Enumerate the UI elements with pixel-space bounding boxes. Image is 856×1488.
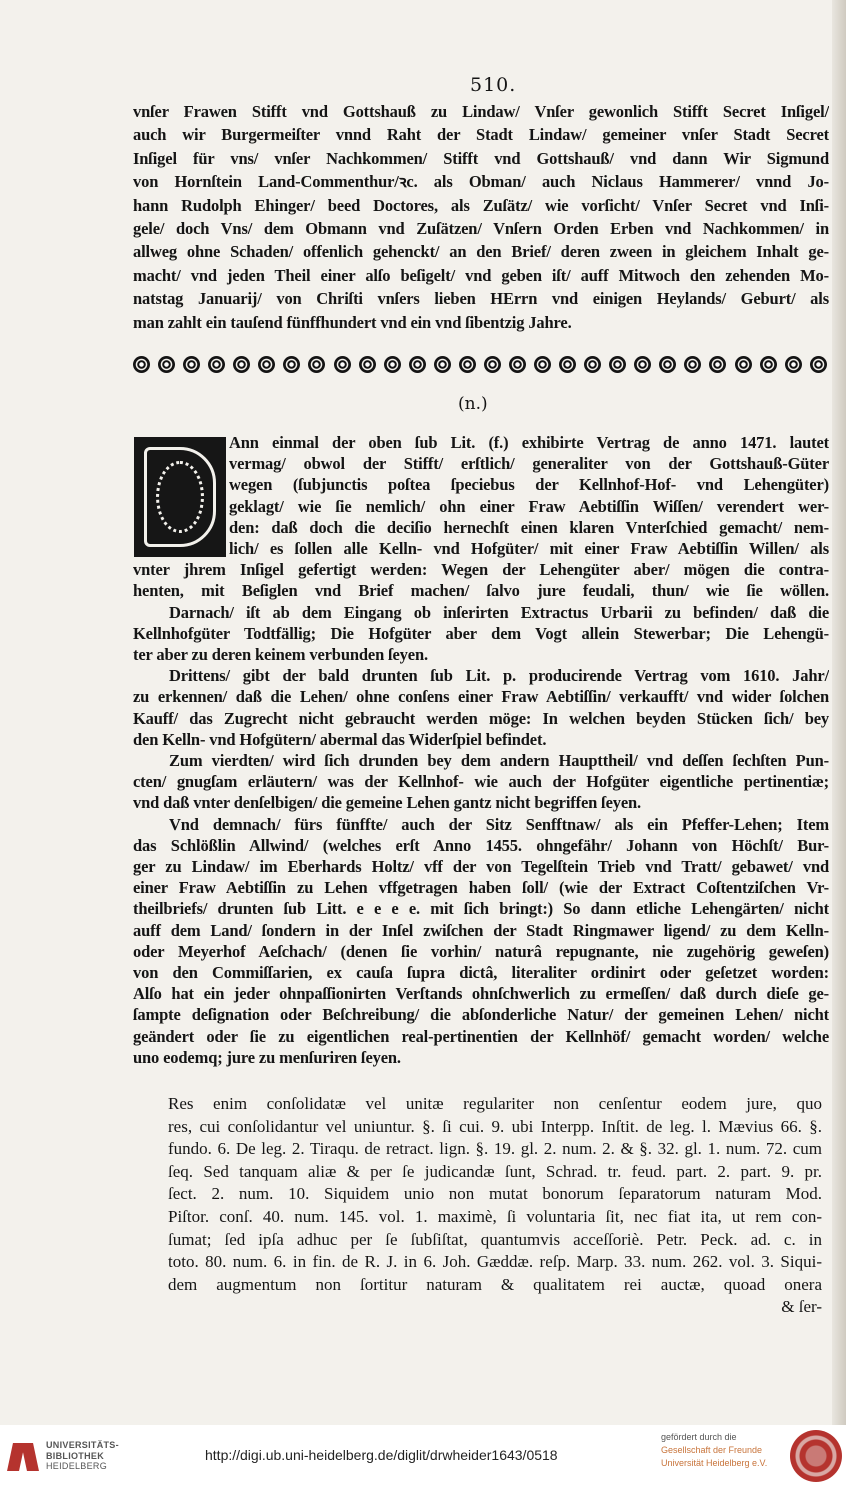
text-line: geändert oder ſie zu eigentlichen real-pertinentien der Kellnhöf/ gemacht worden/ welche: [133, 1026, 829, 1046]
text-line: gele/ doch Vns/ dem Obmann vnd Zuſätzen/ Vnſern Orden Erben vnd Nachkommen/ in: [133, 219, 829, 239]
text-line: vermag/ obwol der Stifft/ erſtlich/ generaliter von der Gottshauß-Güter: [229, 454, 829, 474]
text-line: theilbriefs/ drunten ſub Litt. e e e e. mit ſich bringt:) So dann etliche Lehengärten/ nicht: [133, 899, 829, 919]
text-line: uno eodemq; jure zu menſuriren ſeyen.: [133, 1047, 401, 1067]
section-marker: (n.): [458, 394, 488, 414]
permalink-url[interactable]: http://digi.ub.uni-heidelberg.de/diglit/drwheider1643/0518: [205, 1447, 558, 1463]
ornament-icon: [208, 356, 225, 373]
ornament-icon: [359, 356, 376, 373]
text-line: Alſo hat ein jeder ohnpaſſionirten Verſtands ohnſchwerlich zu ermeſſen/ daß durch dieſe ge-: [133, 984, 829, 1004]
ornament-icon: [334, 356, 351, 373]
ornament-icon: [709, 356, 726, 373]
ornament-icon: [434, 356, 451, 373]
text-line: Inſigel für vns/ vnſer Nachkommen/ Stifft vnd Gottshauß/ vnd dann Wir Sigmund: [133, 148, 829, 168]
ornament-icon: [384, 356, 401, 373]
text-line: ſect. 2. num. 10. Siquidem unio non mutat bonorum ſeparatorum naturam Mod.: [168, 1184, 822, 1204]
text-line: geklagt/ wie ſie nemlich/ ohn einer Fraw Aebtiſſin Wiſſen/ verendert wer-: [229, 496, 829, 516]
text-line: vnſer Frawen Stifft vnd Gottshauß zu Lindaw/ Vnſer gewonlich Stifft Secret Inſigel/: [133, 102, 829, 121]
funder-credit[interactable]: gefördert durch die Gesellschaft der Freunde Universität Heidelberg e.V.: [661, 1432, 768, 1468]
text-line: Zum vierdten/ wird ſich drunden bey dem andern Haupttheil/ vnd deſſen ſechſten Pun-: [169, 751, 829, 771]
text-line: man zahlt ein tauſend fünffhundert vnd ein vnd ſibentzig Jahre.: [133, 312, 572, 332]
ornament-icon: [484, 356, 501, 373]
text-line: wegen (ſubjunctis poſtea ſpeciebus der Kellnhof-Hof- vnd Lehengüter): [229, 475, 829, 495]
text-line: res, cui conſolidantur vel uniuntur. §. ſi cui. 9. ubi Interpp. Inſtit. de leg. l. Mævius 66. §.: [168, 1116, 822, 1136]
ornament-icon: [534, 356, 551, 373]
ornament-icon: [459, 356, 476, 373]
text-line: einer Fraw Aebtiſſin zu Lehen vffgetragen haben ſoll/ (wie der Extract Coſtentziſchen Vr-: [133, 878, 829, 898]
text-line: den: daß doch die deciſio hernechſt einen klaren Vnterſchied gemacht/ nem-: [229, 517, 829, 537]
ornament-icon: [584, 356, 601, 373]
page-edge: [832, 0, 846, 1425]
text-line: dem augmentum non ſortitur naturam & qualitatem rei auctæ, quoad onera: [168, 1274, 822, 1294]
text-line: von Hornſtein Land-Commenthur/ꝛc. als Obman/ auch Niclaus Hammerer/ vnnd Jo-: [133, 172, 829, 192]
ornament-icon: [609, 356, 626, 373]
text-line: ger zu Lindaw/ im Eberhards Holtz/ vff der von Tegelſtein Trieb vnd Tratt/ gebawet/ vnd: [133, 857, 829, 877]
text-line: henten, mit Beſiglen vnd Brief machen/ ſalvo jure feudali, thun/ wie ſie wöllen.: [133, 581, 829, 601]
page-number: 510.: [470, 74, 517, 96]
text-line: Piſtor. conſ. 40. num. 145. vol. 1. maximè, ſi voluntaria ſit, nec fiat ita, ut rem con-: [168, 1206, 822, 1226]
text-line: auch wir Burgermeiſter vnnd Raht der Stadt Lindaw/ gemeiner vnſer Stadt Secret: [133, 125, 829, 145]
text-line: lich/ es ſollen alle Kelln- vnd Hofgüter/ mit einer Fraw Aebtiſſin Willen/ als: [229, 539, 829, 559]
ornament-icon: [659, 356, 676, 373]
text-line: Res enim conſolidatæ vel unitæ regulariter non cenſentur eodem jure, quo: [168, 1094, 822, 1113]
text-line: Drittens/ gibt der bald drunten ſub Lit. p. producirende Vertrag vom 1610. Jahr/: [169, 666, 829, 686]
text-line: Kellnhofgüter Todtfällig; Die Hofgüter aber dem Vogt allein Stewerbar; Die Lehengü-: [133, 623, 829, 643]
text-line: allweg ohne Schaden/ offenlich gehenckt/ an den Brief/ deren zween in gleichem Inhalt ge-: [133, 242, 829, 262]
ornament-icon: [258, 356, 275, 373]
ornament-icon: [810, 356, 827, 373]
charter-text-block: [133, 100, 829, 334]
ornament-icon: [785, 356, 802, 373]
text-line: das Schlößlin Allwind/ (welches erſt Anno 1455. ohngefähr/ Johann von Höchſt/ Bur-: [133, 835, 829, 855]
ornament-icon: [183, 356, 200, 373]
text-line: ter aber zu deren keinem verbunden ſeyen.: [133, 645, 428, 665]
text-line: fundo. 6. De leg. 2. Tiraqu. de retract. lign. §. 19. gl. 2. num. 2. & §. 32. gl. 1. num. 72. cum: [168, 1139, 822, 1159]
ornament-icon: [735, 356, 752, 373]
text-line: toto. 80. num. 6. in fin. de R. J. in 6. Joh. Gæddæ. reſp. Marp. 33. num. 262. vol. 3. Siqui-: [168, 1252, 822, 1272]
ornament-icon: [283, 356, 300, 373]
text-line: cten/ gnugſam erläutern/ was der Kellnhof- wie auch der Hofgüter eigentliche pertinentiæ;: [133, 772, 829, 792]
ornament-icon: [559, 356, 576, 373]
ornament-icon: [634, 356, 651, 373]
text-line: auff dem Land/ ſondern in der Inſel zwiſchen der Stadt Ringmawer ligend/ zu dem Kelln-: [133, 920, 829, 940]
text-line: hann Rudolph Ehinger/ beed Doctores, als Zuſätz/ wie vorſicht/ Vnſer Secret vnd Inſi-: [133, 195, 829, 215]
text-line: macht/ vnd jeden Theil einer alſo beſigelt/ vnd geben iſt/ auff Mitwoch den zehenden Mo-: [133, 265, 829, 285]
ornament-icon: [760, 356, 777, 373]
library-wordmark[interactable]: UNIVERSITÄTS- BIBLIOTHEK HEIDELBERG: [46, 1440, 119, 1471]
ornament-icon: [509, 356, 526, 373]
ub-heidelberg-logo-icon[interactable]: [10, 1437, 38, 1475]
ornament-icon: [684, 356, 701, 373]
university-seal-icon[interactable]: [790, 1430, 842, 1482]
viewer-footer: [0, 1425, 856, 1488]
ornament-icon: [133, 356, 150, 373]
text-line: Darnach/ iſt ab dem Eingang ob inſerirten Extractus Urbarii zu befinden/ daß die: [169, 602, 829, 622]
text-line: zu erkennen/ daß die Lehen/ ohne conſens einer Fraw Aebtiſſin/ verkaufft/ vnd wider ſolchen: [133, 687, 829, 707]
text-line: natstag Januarij/ von Chriſti vnſers lieben HErrn vnd einigen Heylands/ Geburt/ als: [133, 289, 829, 309]
text-line: ſampte deſignation oder Beſchreibung/ die abſonderliche Natur/ der gemeinen Lehen/ nicht: [133, 1005, 829, 1025]
catchword: & ſer-: [781, 1297, 822, 1317]
ornament-icon: [409, 356, 426, 373]
text-line: Vnd demnach/ fürs fünffte/ auch der Sitz Senfftnaw/ als ein Pfeffer-Lehen; Item: [169, 814, 829, 834]
text-line: ſeq. Sed tanquam aliæ & per ſe judicandæ ſunt, Schrad. tr. feud. part. 2. part. 9. pr.: [168, 1161, 822, 1181]
text-line: ſumat; ſed ipſa adhuc per ſe ſubſiſtat, quantumvis acceſſoriè. Petr. Peck. ad. c. in: [168, 1229, 822, 1249]
ornamental-rule: [133, 352, 827, 376]
text-line: Kauff/ das Zugrecht nicht gebraucht werden möge: In welchen beyden Stücken ſich/ bey: [133, 708, 829, 728]
ornament-icon: [308, 356, 325, 373]
text-line: vnter jhrem Inſigel gefertigt werden: Wegen der Lehengüter aber/ mögen die contra-: [133, 560, 829, 580]
latin-commentary-block: [168, 1093, 822, 1319]
text-line: vnd daß vnter denſelbigen/ die gemeine Lehen gantz nicht begriffen ſeyen.: [133, 793, 642, 813]
ornament-icon: [233, 356, 250, 373]
text-line: oder Meyerhof Aeſchach/ (denen ſie vorhin/ naturâ repugnante, nie zugehörig geweſen): [133, 941, 829, 961]
text-line: von den Commiſſarien, ex cauſa ſupra dictâ, literaliter ordinirt oder geſetzet worden:: [133, 963, 829, 983]
ornament-icon: [158, 356, 175, 373]
text-line: Ann einmal der oben ſub Lit. (f.) exhibirte Vertrag de anno 1471. lautet: [229, 433, 829, 452]
text-line: den Kelln- vnd Hofgütern/ abermal das Widerſpiel befindet.: [133, 729, 547, 749]
main-text-block: [133, 432, 829, 1068]
